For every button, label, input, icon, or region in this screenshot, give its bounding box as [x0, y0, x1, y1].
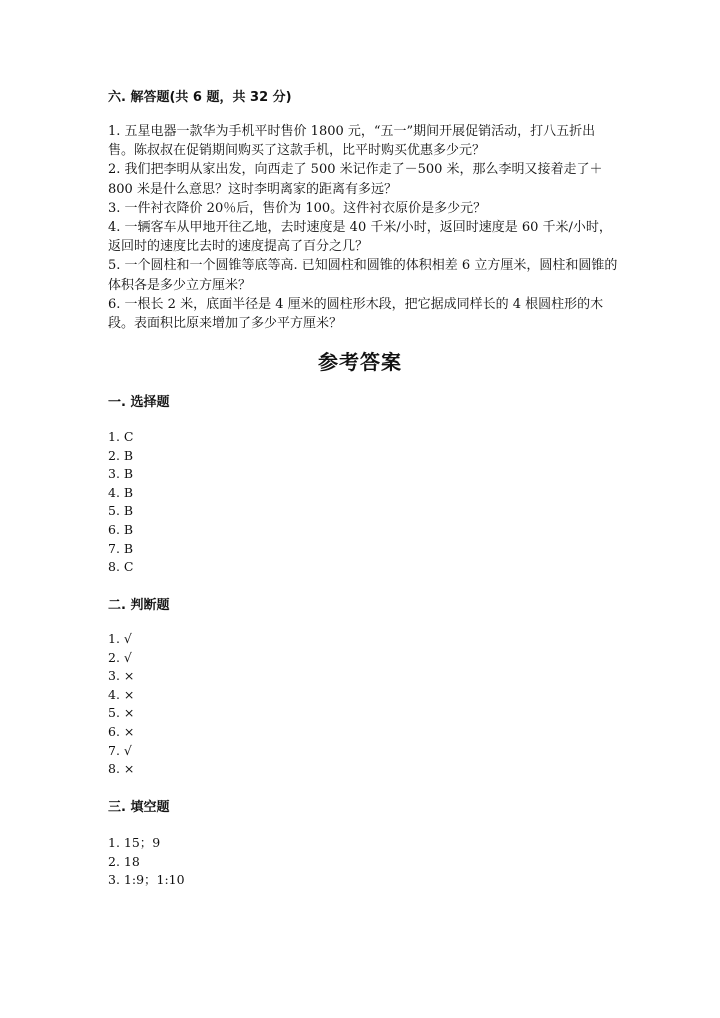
choice-answers-list [108, 428, 133, 577]
answer-item: 7. B [108, 540, 134, 556]
answer-item: 8. × [108, 761, 135, 777]
answer-item: 5. B [108, 503, 134, 519]
fill-blank-answers-heading: 三. 填空题 [108, 800, 170, 815]
problem-item: 6. 一根长 2 米，底面半径是 4 厘米的圆柱形木段，把它据成同样长的 4 根圆柱形的木段。表面积比原来增加了多少平方厘米？ [108, 296, 604, 332]
answer-item: 6. B [108, 521, 134, 537]
answer-item: 1. √ [108, 631, 132, 646]
answer-item: 2. 18 [108, 853, 140, 869]
problem-item: 2. 我们把李明从家出发，向西走了 500 米记作走了－500 米，那么李明又接着走了＋800 米是什么意思？这时李明离家的距离有多远？ [108, 162, 603, 197]
fill-blank-answers-list [108, 834, 185, 890]
answer-item: 4. B [108, 484, 134, 500]
answer-item: 1. C [108, 429, 134, 444]
answer-item: 1. 15；9 [108, 835, 161, 850]
choice-answers-heading: 一. 选择题 [108, 395, 170, 410]
answer-item: 7. √ [108, 742, 132, 758]
problem-item: 1. 五星电器一款华为手机平时售价 1800 元，“五一”期间开展促销活动，打八五折出售。陈叔叔在促销期间购买了这款手机，比平时购买优惠多少元？ [108, 124, 596, 159]
answer-item: 6. × [108, 723, 135, 739]
problem-item: 4. 一辆客车从甲地开往乙地，去时速度是 40 千米/小时，返回时速度是 60 千米/小时，返回时的速度比去时的速度提高了百分之几？ [108, 220, 612, 255]
answer-item: 3. × [108, 668, 135, 684]
answer-item: 5. × [108, 705, 135, 721]
judgment-answers-list [108, 630, 134, 779]
problems-section-heading: 六. 解答题(共 6 题，共 32 分) [108, 90, 292, 105]
judgment-answers-heading: 二. 判断题 [108, 598, 170, 613]
answer-item: 2. √ [108, 649, 132, 665]
answer-item: 3. B [108, 466, 134, 482]
problem-item: 3. 一件衬衣降价 20％后，售价为 100。这件衬衣原价是多少元？ [108, 200, 487, 216]
answer-item: 8. C [108, 559, 134, 575]
answer-item: 4. × [108, 686, 135, 702]
problem-item: 5. 一个圆柱和一个圆锥等底等高. 已知圆柱和圆锥的体积相差 6 立方厘米，圆柱和圆锥的体积各是多少立方厘米？ [108, 258, 618, 293]
answer-item: 2. B [108, 447, 134, 463]
problem-list [108, 122, 620, 333]
answer-key-title: 参考答案 [318, 350, 402, 374]
answer-item: 3. 1:9；1:10 [108, 872, 185, 888]
